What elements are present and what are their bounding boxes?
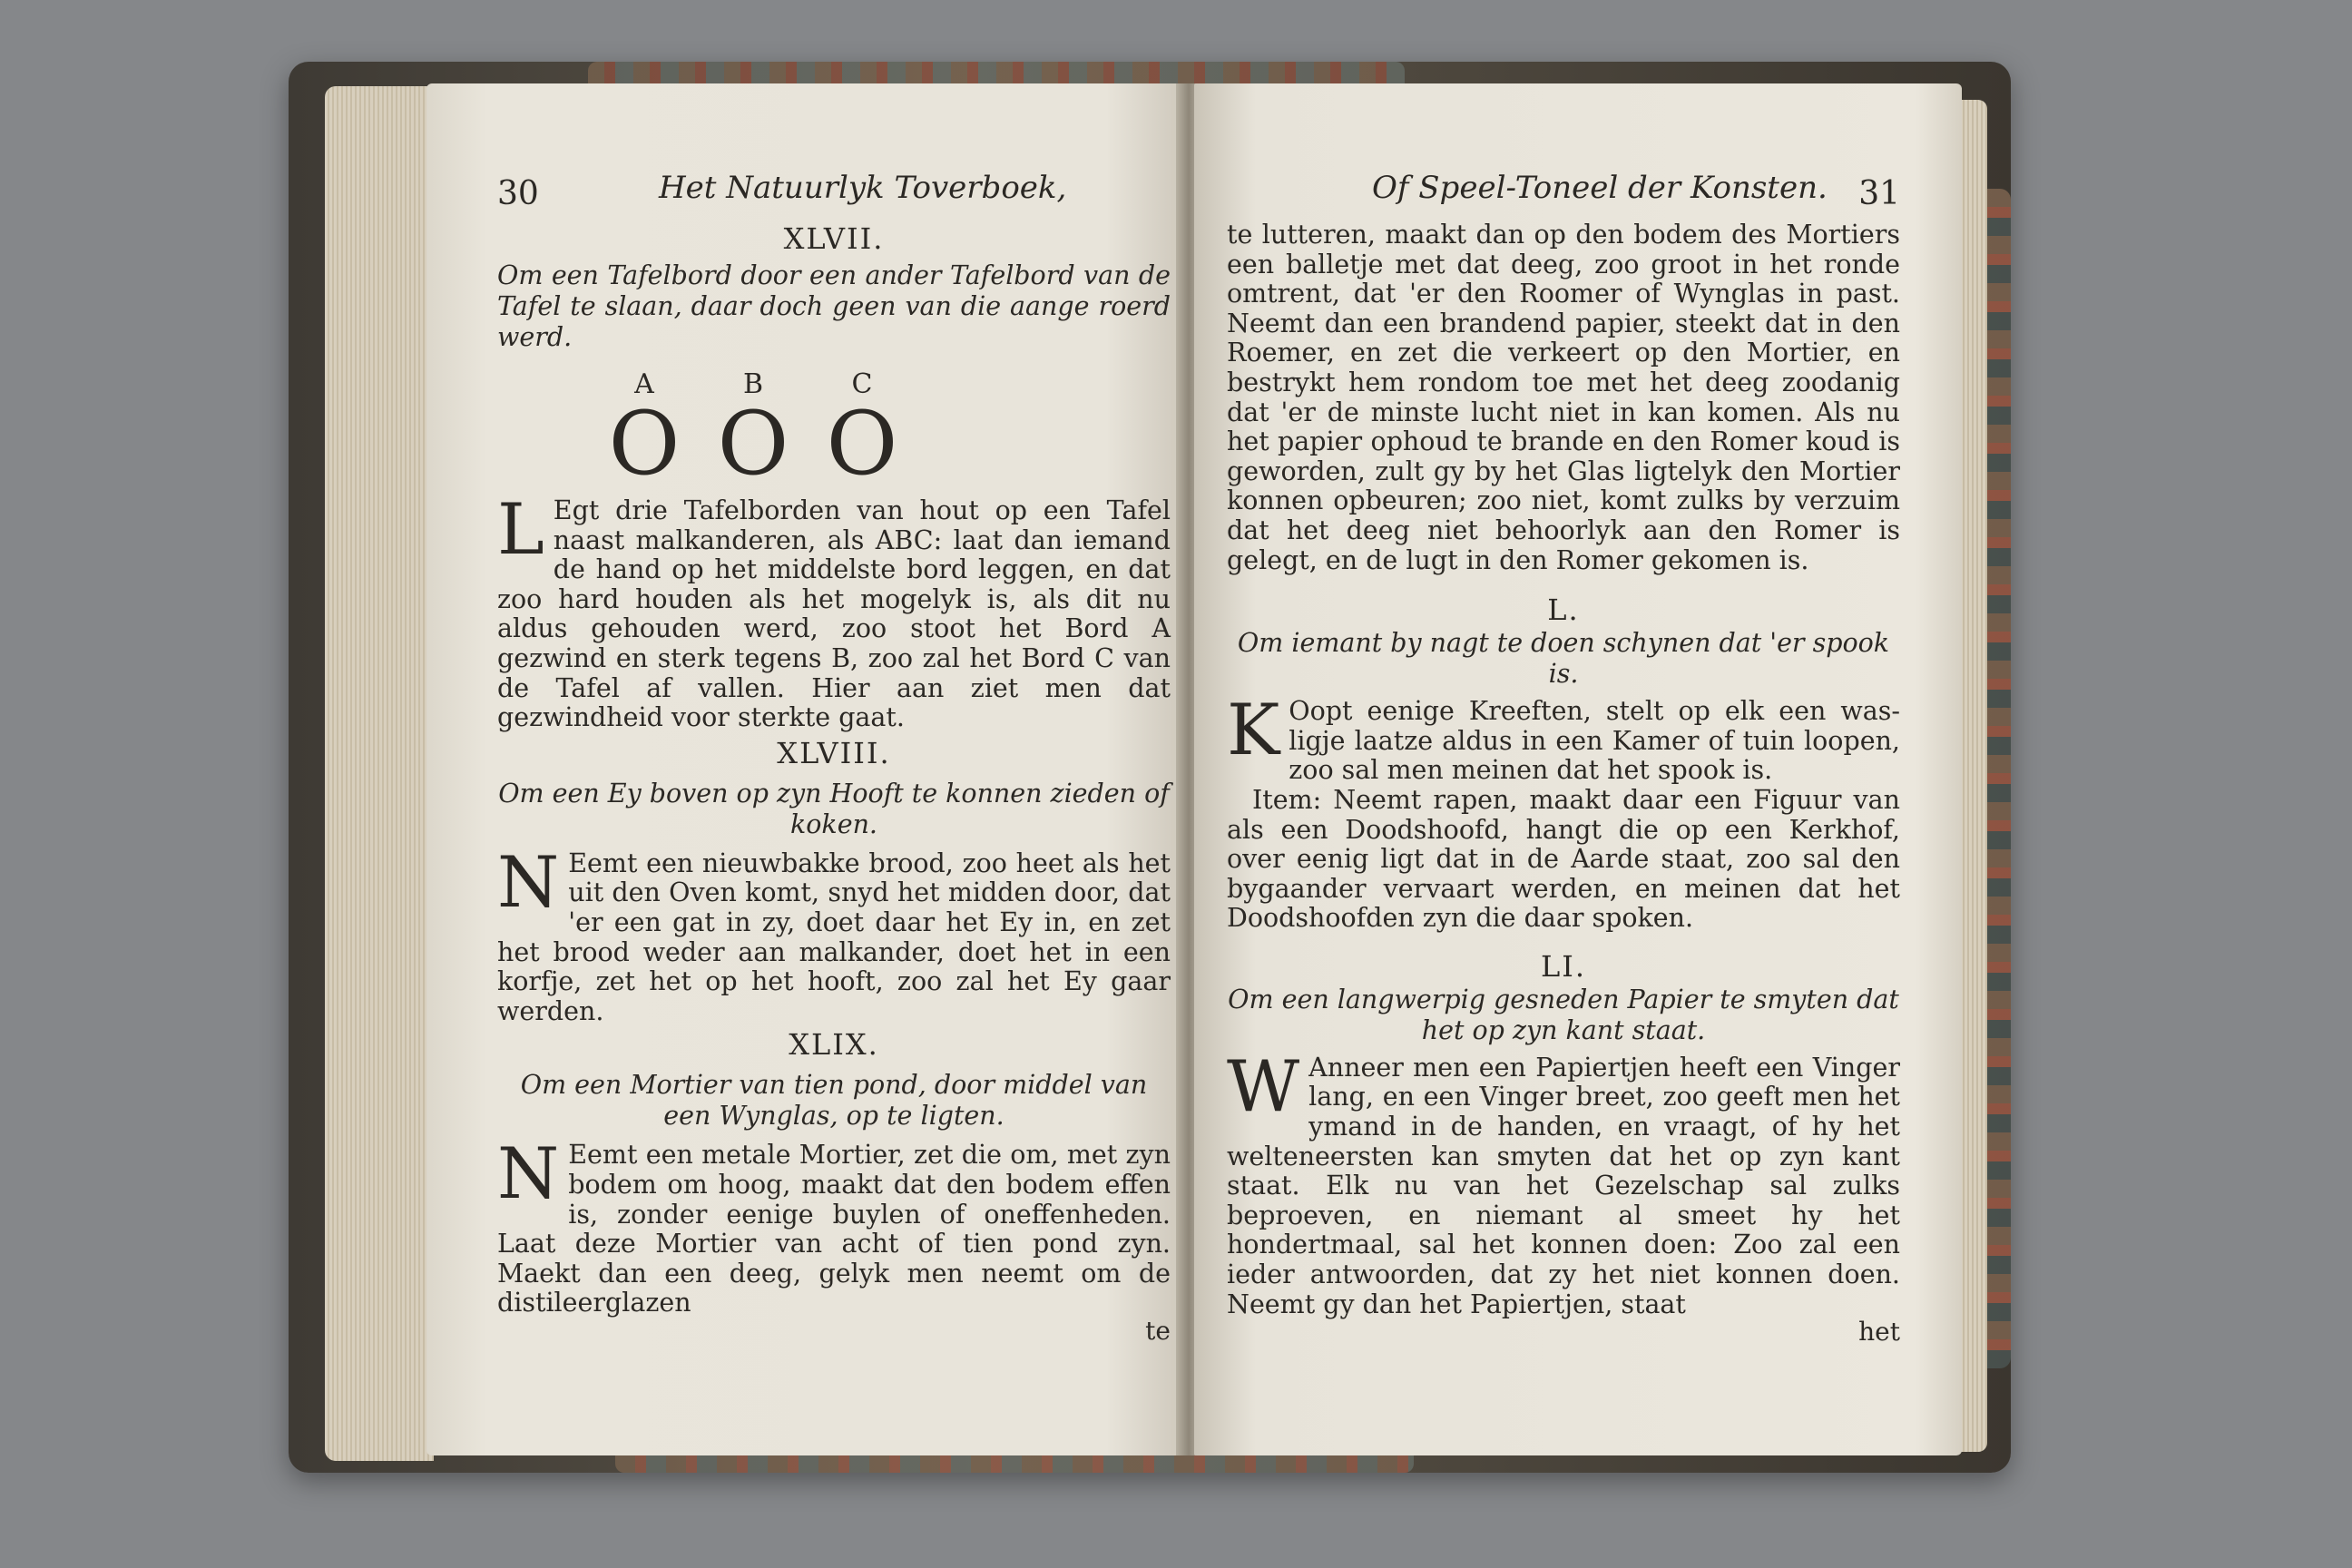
left-page-text bbox=[497, 170, 1171, 1344]
catchword: het bbox=[1858, 1317, 1900, 1348]
section-title: Om een Tafelbord door een ander Tafelbord van de Tafel te slaan, daar doch geen van die aange roerd werd. bbox=[497, 260, 1171, 352]
body-text: Egt drie Tafelborden van hout op een Tafel naast malkanderen, als ABC: laat dan iemand de hand op het middelste bord leggen, en dat zoo hard houden als het mogelyk is, als dit nu aldus gehouden werd, zoo stoot het Bord A gezwind en sterk tegens B, zoo zal het Bord C van de Tafel af vallen. Hier aan ziet men dat gezwindheid voor sterkte gaat. bbox=[497, 495, 1171, 733]
page-number: 31 bbox=[1858, 175, 1900, 212]
board-circle-a: O bbox=[608, 393, 681, 495]
running-title: Of Speel-Toneel der Konsten. bbox=[1372, 170, 1828, 206]
figure-label-a: A bbox=[634, 368, 654, 400]
section-title: Om iemant by nagt te doen schynen dat 'er spook is. bbox=[1237, 628, 1890, 690]
section-number: XLIX. bbox=[789, 1027, 879, 1063]
section-title: Om een langwerpig gesneden Papier te smyten dat het op zyn kant staat. bbox=[1228, 984, 1899, 1045]
figure-label-c: C bbox=[851, 368, 873, 400]
board-circle-b: O bbox=[717, 393, 789, 495]
section-body bbox=[497, 1133, 1171, 1318]
drop-cap: K bbox=[1227, 690, 1280, 772]
board-circle-c: O bbox=[826, 393, 898, 495]
page-edges-left bbox=[325, 86, 434, 1461]
section-number: XLVIII. bbox=[777, 735, 891, 770]
drop-cap: N bbox=[497, 1133, 560, 1216]
catchword: te bbox=[1145, 1315, 1171, 1346]
body-text: Anneer men een Papiertjen heeft een Vinger lang, en een Vinger breet, zoo geeft men het ymand in de handen, en vraagt, of hy het welteneersten kan smyten dat het op zyn kant staat. Elk nu van het Gezelschap sal zulks beproeven, en niemant al smeet hy het hondertmaal, sal het konnen doen: Zoo zal een ieder antwoorden, dat zy het niet konnen doen. Neemt gy dan het Papiertjen, staat bbox=[1227, 1052, 1900, 1319]
right-page bbox=[1194, 83, 1962, 1455]
page-number: 30 bbox=[497, 175, 539, 212]
section-body bbox=[497, 841, 1171, 1027]
right-page-header bbox=[1227, 170, 1900, 220]
continued-text: te lutteren, maakt dan op den bodem des Mortiers een balletje met dat deeg, zoo groot in het ronde omtrent, dat 'er den Roomer of Wynglas in past. Neemt dan een brandend papier, steekt dat in den Roemer, en zet die verkeert op den Mortier, en bestrykt hem rondom toe met het deeg zoodanig dat 'er de minste lucht niet in kan komen. Als nu het papier ophoud te brande en den Romer koud is geworden, zult gy by het Glas ligtelyk den Mortier konnen opbeuren; zoo niet, komt zulks by verzuim dat het deeg niet behoorlyk aan den Romer is gelegt, en de lugt in den Romer gekomen is. bbox=[1227, 220, 1900, 575]
body-text: Eemt een nieuwbakke brood, zoo heet als het uit den Oven komt, snyd het midden door, dat 'er een gat in zy, doet daar het Ey in, en zet het brood weder aan malkander, doet het in een korfje, zet het op het hooft, zoo zal het Ey gaar werden. bbox=[497, 848, 1171, 1026]
section-title: Om een Mortier van tien pond, door middel van een Wynglas, op te ligten. bbox=[520, 1070, 1148, 1132]
section-number: LI. bbox=[1540, 948, 1587, 984]
left-page bbox=[426, 83, 1181, 1455]
figure-three-boards bbox=[497, 369, 1171, 496]
body-text: Eemt een metale Mortier, zet die om, met zyn bodem om hoog, maakt dat den bodem effen is, zonder eenige buylen of oneffenheden. Laat deze Mortier van acht of tien pond zyn. Maekt dan een deeg, gelyk men neemt om de distileerglazen bbox=[497, 1140, 1171, 1318]
running-title: Het Natuurlyk Toverboek, bbox=[659, 170, 1067, 206]
cover-fabric-right bbox=[1987, 189, 2011, 1368]
section-body-item: Item: Neemt rapen, maakt daar een Figuur van als een Doodshoofd, hangt die op een Kerkhof, over eenig ligt dat in de Aarde staat, zoo sal den bygaander vervaart werden, en meinen dat het Doodshoofden zyn die daar spoken. bbox=[1227, 784, 1900, 934]
drop-cap: N bbox=[497, 841, 560, 924]
drop-cap: L bbox=[497, 489, 544, 571]
left-page-header bbox=[497, 170, 1171, 220]
figure-label-b: B bbox=[742, 368, 764, 400]
section-title: Om een Ey boven op zyn Hooft te konnen zieden of koken. bbox=[498, 778, 1170, 839]
section-body bbox=[1227, 1045, 1900, 1319]
section-body bbox=[497, 489, 1171, 733]
section-number: XLVII. bbox=[783, 221, 885, 256]
body-text: Oopt eenige Kreeften, stelt op elk een was-ligje laatze aldus in een Kamer of tuin loopen, zoo sal men meinen dat het spook is. bbox=[1289, 696, 1900, 786]
right-page-text bbox=[1227, 170, 1900, 1348]
section-number: L. bbox=[1547, 593, 1580, 628]
section-body bbox=[1227, 690, 1900, 786]
drop-cap: W bbox=[1227, 1045, 1300, 1128]
